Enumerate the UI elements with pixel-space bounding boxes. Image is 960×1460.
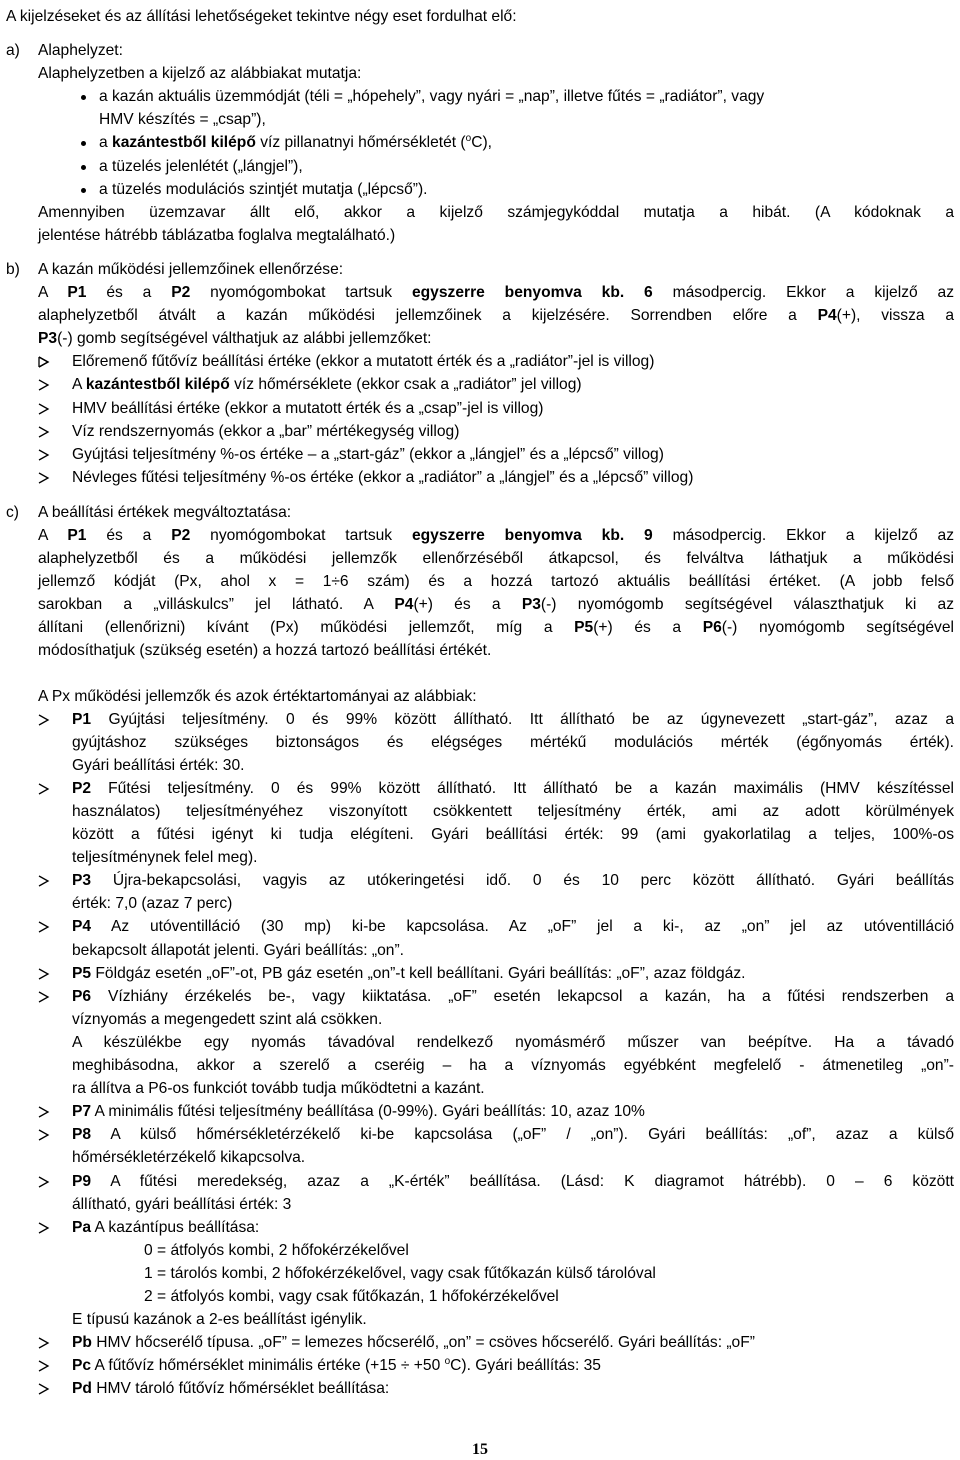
list-item [38,420,958,443]
list-item: P7 A minimális fűtési teljesítmény beállítása (0-99%). Gyári beállítás: 10, azaz 10% [38,1100,954,1123]
list-item: P2 Fűtési teljesítmény. 0 és 99% között állítható. Itt állítható be a kazán maximális (HMV készítéssel használatos) teljesítményéhez viszonyított csökkentett teljesítmény érték, ami az adott körülmények között a fűtési igényt ki tudja elégíteni. Gyári beállítási érték: 99 (ami gyakorlatilag a teljes, 100%-os teljesítménynek felel meg). [38,777,954,869]
list-item [38,350,958,373]
arrow-bullet-icon [38,449,72,461]
list-item [38,373,958,396]
px-title: A Px működési jellemzők és azok értéktartományai az alábbiak: [38,687,477,705]
section-b [0,258,958,350]
paragraph-line: A P1 és a P2 nyomógombokat tartsuk egyszerre benyomva kb. 6 másodpercig. Ekkor a kijelző az [38,284,954,302]
bullet-text: a tüzelés jelenlétét („lángjel”), [99,157,303,175]
document-page [0,5,958,1400]
paragraph-line: jellemző kódját (Px, ahol x = 1÷6 szám) és a hozzá tartozó aktuális beállítási értéket. (A jobb felső [38,573,954,591]
list-item: P1 Gyújtási teljesítmény. 0 és 99% között állítható. Itt állítható be az úgynevezett „start-gáz”, azaz a gyújtáshoz szükséges biztonságos és elégséges mértékű modulációs mérték (égőnyomás érték). Gyári beállítási érték: 30. [38,708,954,777]
arrow-bullet-icon [38,991,72,1003]
list-item: Pc A fűtővíz hőmérséklet minimális értéke (+15 ÷ +50 $^o$C). Gyári beállítás: 35 [38,1354,954,1377]
list-item: P3 Újra-bekapcsolási, vagyis az utókeringetési idő. 0 és 10 perc között állítható. Gyári beállítás érték: 7,0 (azaz 7 perc) [38,869,954,915]
section-a-lead: Alaphelyzetben a kijelző az alábbiakat mutatja: [38,65,362,83]
arrow-bullet-icon [38,875,72,887]
list-item [38,178,958,201]
error-note: jelentése hátrébb táblázatba foglalva megtalálható.) [38,226,396,244]
paragraph-line: alaphelyzetből átvált a kazán működési jellemzőinek a kijelzésére. Sorrendben előre a P4(+), vissza a [38,307,954,325]
list-item: P4 Az utóventilláció (30 mp) ki-be kapcsolása. Az „oF” jel a ki-, az „on” jel az utóventilláció bekapcsolt állapotát jelenti. Gyári beállítás: „on”. [38,915,954,961]
section-c-title: A beállítási értékek megváltoztatása: [38,503,292,521]
page-number: 15 [472,1441,488,1458]
section-c-label: c) [6,503,19,521]
bullet-text: Víz rendszernyomás (ekkor a „bar” mértékegység villog) [72,422,460,440]
arrow-bullet-icon [38,1360,72,1372]
list-item [38,443,958,466]
section-b-label: b) [6,260,20,278]
section-b-title: A kazán működési jellemzőinek ellenőrzése: [38,260,344,278]
paragraph-line: P3(-) gomb segítségével válthatjuk az alábbi jellemzőket: [38,330,432,348]
arrow-bullet-icon [38,1129,72,1141]
paragraph-line: állítani (ellenőrizni) kívánt (Px) működési jellemzőt, míg a P5(+) és a P6(-) nyomógomb segítségével [38,619,954,637]
arrow-bullet-icon [38,356,72,368]
arrow-bullet-icon [38,968,72,980]
bullet-text: HMV készítés = „csap”), [99,111,266,129]
bullet-text: Névleges fűtési teljesítmény %-os értéke (ekkor a „radiátor” a „lángjel” és a „lépcső” villog) [72,468,694,486]
arrow-bullet-icon [38,1337,72,1349]
arrow-bullet-icon [38,714,72,726]
list-item: P8 A külső hőmérsékletérzékelő ki-be kapcsolása („oF” / „on”). Gyári beállítás: „of”, azaz a külső hőmérsékletérzékelő kikapcsolva. [38,1123,954,1169]
arrow-bullet-icon [38,403,72,415]
bullet-text: Gyújtási teljesítmény %-os értéke – a „start-gáz” (ekkor a „lángjel” és a „lépcső” villog) [72,445,664,463]
list-item [38,466,958,489]
list-item: P6 Vízhiány érzékelés be-, vagy kiiktatása. „oF” esetén lekapcsol a kazán, ha a fűtési rendszerben a víznyomás a megengedett szint alá csökken. A készülékbe egy nyomás távadóval rendelkező nyomásmérő műszer van beépítve. Ha a távadó meghibásodna, akkor a szerelő a cseréig – ha a víznyomás egyébként megfelelő - átmenetileg „on”- ra állítva a P6-os funkciót tovább tudja működtetni a kazánt. [38,985,954,1100]
arrow-bullet-icon [38,1383,72,1395]
paragraph-line: A P1 és a P2 nyomógombokat tartsuk egyszerre benyomva kb. 9 másodpercig. Ekkor a kijelző az [38,526,954,544]
bullet-text: Előremenő fűtővíz beállítási értéke (ekkor a mutatott érték és a „radiátor”-jel is villog) [72,353,655,371]
list-item [38,397,958,420]
px-list [38,708,954,1401]
list-item [38,131,958,154]
section-a-title: Alaphelyzet: [38,42,123,60]
bullet-text: A kazántestből kilépő víz hőmérséklete (ekkor csak a „radiátor” jel villog) [72,376,582,394]
arrow-bullet-icon [38,1106,72,1118]
bullet-text: a tüzelés modulációs szintjét mutatja („lépcső”). [99,180,428,198]
section-a-label: a) [6,42,20,60]
arrow-bullet-icon [38,426,72,438]
list-item [38,85,958,131]
section-a [0,39,958,247]
bullet-text: a kazán aktuális üzemmódját (téli = „hópehely”, vagy nyári = „nap”, illetve fűtés = „radiátor”, vagy [99,88,765,106]
arrow-bullet-icon [38,1222,72,1234]
arrow-bullet-icon [38,379,72,391]
bullet-text: a kazántestből kilépő víz pillanatnyi hőmérsékletét ($^o$C), [99,133,492,152]
list-item: P9 A fűtési meredekség, azaz a „K-érték” beállítása. (Lásd: K diagramot hátrébb). 0 – 6 között állítható, gyári beállítási érték: 3 [38,1170,954,1216]
intro-paragraph: A kijelzéseket és az állítási lehetőségeket tekintve négy eset fordulhat elő: [6,8,517,25]
section-c [0,501,958,663]
list-item [38,155,958,178]
arrow-bullet-icon [38,472,72,484]
list-item: P5 Földgáz esetén „oF”-ot, PB gáz esetén „on”-t kell beállítani. Gyári beállítás: „oF”, azaz földgáz. [38,962,954,985]
paragraph-line: sarokban a „villáskulcs” jel látható. A P4(+) és a P3(-) nyomógomb segítségével választhatjuk ki az [38,596,955,614]
list-item: Pa A kazántípus beállítása: 0 = átfolyós kombi, 2 hőfokérzékelővel 1 = tárolós kombi, 2 hőfokérzékelővel, vagy csak fűtőkazán külső tárolóval 2 = átfolyós kombi, vagy csak fűtőkazán, 1 hőfokérzékelővel E típusú kazánok a 2-es beállítást igénylik. [38,1216,954,1331]
error-note: Amennyiben üzemzavar állt elő, akkor a kijelző számjegykóddal mutatja a hibát. (A kódoknak a [38,203,954,221]
arrow-bullet-icon [38,783,72,795]
arrow-bullet-icon [38,1176,72,1188]
list-item: Pd HMV tároló fűtővíz hőmérséklet beállítása: [38,1377,954,1400]
paragraph-line: módosíthatjuk (szükség esetén) a hozzá tartozó beállítási értékét. [38,642,492,660]
arrow-bullet-icon [38,921,72,933]
paragraph-line: alaphelyzetből és a működési jellemzők ellenőrzéséből átkapcsol, és felváltva láthatjuk a működési [38,550,954,568]
list-item: Pb HMV hőcserélő típusa. „oF” = lemezes hőcserélő, „on” = csöves hőcserélő. Gyári beállítás: „oF” [38,1331,954,1354]
bullet-text: HMV beállítási értéke (ekkor a mutatott érték és a „csap”-jel is villog) [72,399,544,417]
